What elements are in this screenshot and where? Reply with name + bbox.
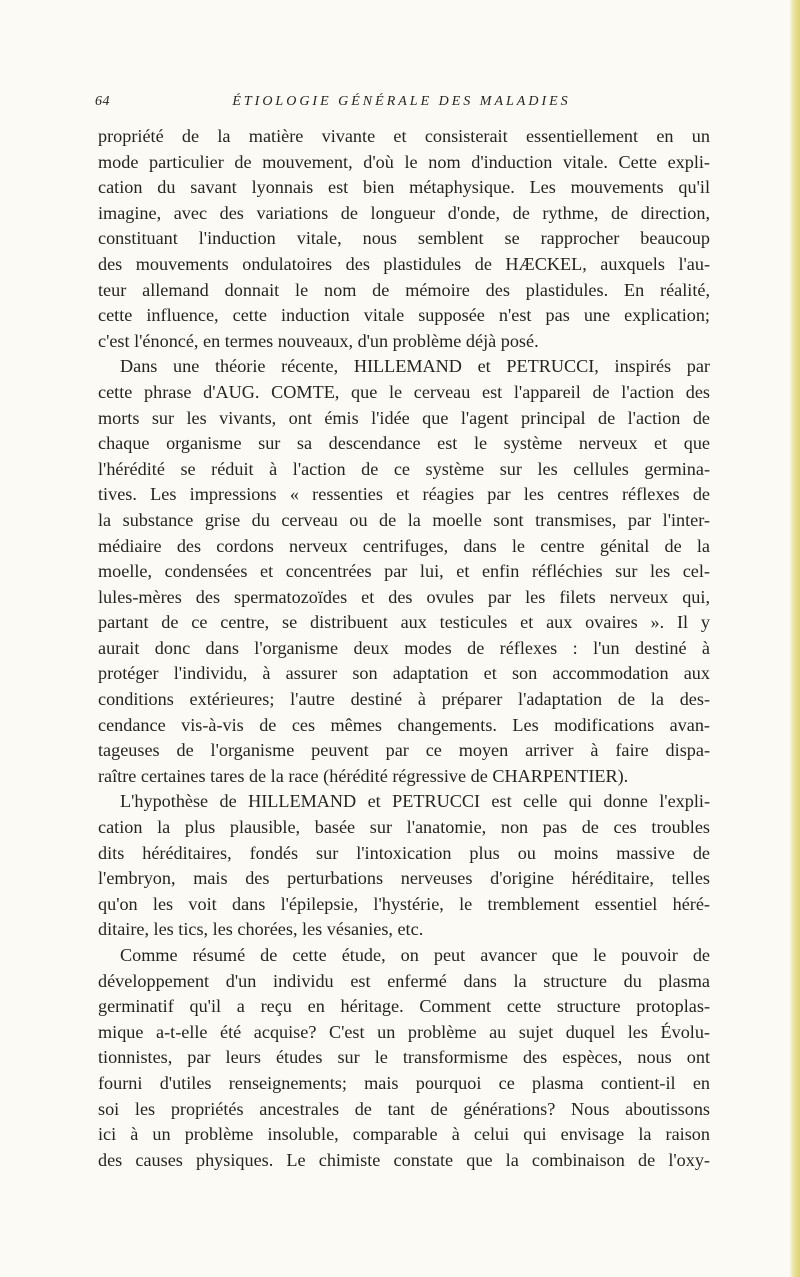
text-line: germinatif qu'il a reçu en héritage. Comment cette structure protoplas- [98,996,710,1017]
page-edge [790,0,800,1277]
text-line: qu'on les voit dans l'épilepsie, l'hystérie, le tremblement essentiel héré- [98,893,710,914]
body-text [98,124,710,1173]
text-line: raître certaines tares de la race (hérédité régressive de CHARPENTIER). [98,765,629,786]
page-header [95,94,708,116]
text-line: partant de ce centre, se distribuent aux testicules et aux ovaires ». Il y [98,612,710,633]
text-line: ici à un problème insoluble, comparable à celui qui envisage la raison [98,1124,710,1145]
text-line: fourni d'utiles renseignements; mais pourquoi ce plasma contient-il en [98,1072,710,1093]
text-line: mode particulier de mouvement, d'où le nom d'induction vitale. Cette expli- [98,151,710,172]
text-line: moelle, condensées et concentrées par lui, et enfin réfléchies sur les cel- [98,561,710,582]
text-line: constituant l'induction vitale, nous semblent se rapprocher beaucoup [98,228,710,249]
text-line: tageuses de l'organisme peuvent par ce moyen arriver à faire dispa- [98,740,710,761]
text-line: Dans une théorie récente, HILLEMAND et PETRUCCI, inspirés par [120,356,710,377]
text-line: teur allemand donnait le nom de mémoire des plastidules. En réalité, [98,279,710,300]
text-line: développement d'un individu est enfermé dans la structure du plasma [98,970,710,991]
text-line: tionnistes, par leurs études sur le transformisme des espèces, nous ont [98,1047,710,1068]
text-line: l'hérédité se réduit à l'action de ce système sur les cellules germina- [98,458,710,479]
text-line: imagine, avec des variations de longueur d'onde, de rythme, de direction, [98,202,710,223]
text-line: dits héréditaires, fondés sur l'intoxication plus ou moins massive de [98,842,710,863]
text-line: lules-mères des spermatozoïdes et des ovules par les filets nerveux qui, [98,586,710,607]
page-number: 64 [95,94,110,109]
text-line: Comme résumé de cette étude, on peut avancer que le pouvoir de [120,945,710,965]
text-line: chaque organisme sur sa descendance est le système nerveux et que [98,433,710,454]
text-line: tives. Les impressions « ressenties et réagies par les centres réflexes de [98,484,710,505]
text-line: L'hypothèse de HILLEMAND et PETRUCCI est celle qui donne l'expli- [120,791,710,812]
text-line: aurait donc dans l'organisme deux modes de réflexes : l'un destiné à [98,637,710,658]
text-line: mique a-t-elle été acquise? C'est un problème au sujet duquel les Évolu- [98,1021,710,1042]
text-line: c'est l'énoncé, en termes nouveaux, d'un problème déjà posé. [98,330,539,351]
text-line: cette influence, cette induction vitale supposée n'est pas une explication; [98,305,710,326]
text-line: ditaire, les tics, les chorées, les vésanies, etc. [98,919,424,940]
text-line: cette phrase d'AUG. COMTE, que le cerveau est l'appareil de l'action des [98,381,710,402]
text-line: la substance grise du cerveau ou de la moelle sont transmises, par l'inter- [98,509,710,530]
text-line: l'embryon, mais des perturbations nerveuses d'origine héréditaire, telles [98,868,710,889]
text-line: morts sur les vivants, ont émis l'idée que l'agent principal de l'action de [98,407,710,428]
text-line: propriété de la matière vivante et consisterait essentiellement en un [98,126,710,146]
text-line: cation la plus plausible, basée sur l'anatomie, non pas de ces troubles [98,817,710,838]
running-title: ÉTIOLOGIE GÉNÉRALE DES MALADIES [232,94,571,109]
text-line: cation du savant lyonnais est bien métaphysique. Les mouvements qu'il [98,177,710,198]
text-line: protéger l'individu, à assurer son adaptation et son accommodation aux [98,663,710,684]
text-line: médiaire des cordons nerveux centrifuges, dans le centre génital de la [98,535,710,556]
text-line: conditions extérieures; l'autre destiné à préparer l'adaptation de la des- [98,689,710,710]
text-line: des mouvements ondulatoires des plastidules de HÆCKEL, auxquels l'au- [98,253,710,274]
text-line: cendance vis-à-vis de ces mêmes changements. Les modifications avan- [98,714,710,735]
text-line: des causes physiques. Le chimiste constate que la combinaison de l'oxy- [98,1149,710,1170]
text-line: soi les propriétés ancestrales de tant de générations? Nous aboutissons [98,1098,710,1119]
